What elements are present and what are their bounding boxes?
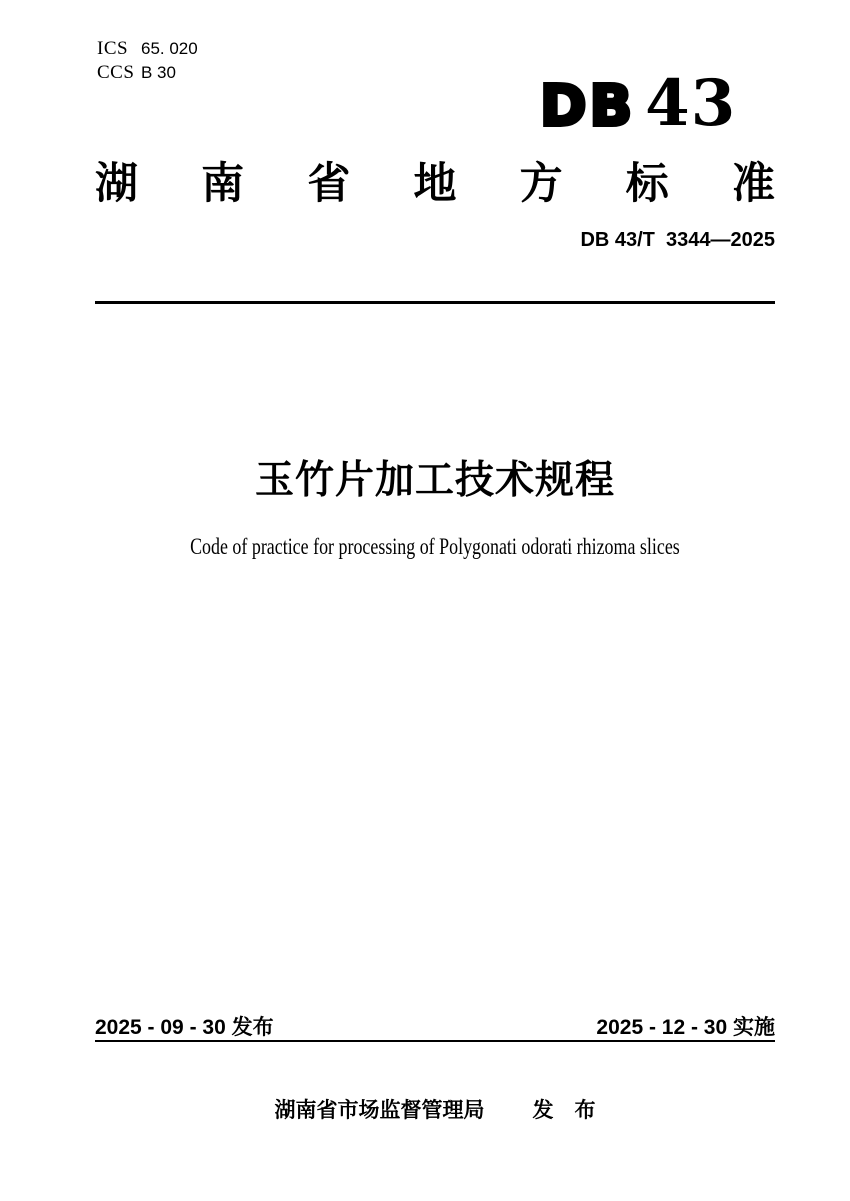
category-title-char: 准	[731, 160, 775, 208]
ics-ccs-block	[97, 38, 198, 86]
header-divider	[95, 301, 775, 304]
category-title-char: 省	[307, 160, 351, 208]
document-title-en	[95, 534, 775, 560]
issue-date: 2025 - 09 - 30 发布	[95, 1016, 274, 1039]
category-title-char: 湖	[95, 160, 138, 208]
document-title-zh: 玉竹片加工技术规程	[254, 459, 615, 502]
ics-label: ICS	[97, 38, 129, 59]
publish-label: 发 布	[532, 1099, 596, 1122]
standard-category-title	[95, 160, 775, 208]
category-title-char: 地	[413, 160, 457, 208]
category-title-char: 南	[201, 160, 245, 208]
implementation-date: 2025 - 12 - 30 实施	[596, 1016, 775, 1039]
standard-number: DB 43/T 3344—2025	[580, 229, 775, 251]
ccs-label: CCS	[97, 62, 135, 83]
ccs-row	[97, 62, 198, 86]
publisher-name: 湖南省市场监督管理局	[274, 1099, 485, 1122]
category-title-char: 标	[625, 160, 669, 208]
publisher-row	[95, 1094, 775, 1124]
ics-value: 65. 020	[141, 39, 198, 58]
ccs-value: B 30	[141, 63, 176, 82]
ics-row	[97, 38, 198, 62]
footer-divider	[95, 1040, 775, 1042]
db43-logo	[540, 66, 737, 141]
document-title-en-text: Code of practice for processing of Polygonati odorati rhizoma slices	[190, 534, 680, 559]
dates-row	[95, 1011, 775, 1041]
logo-region-number: 43	[645, 66, 737, 141]
logo-db-text: DB	[540, 74, 636, 139]
category-title-char: 方	[519, 160, 563, 208]
